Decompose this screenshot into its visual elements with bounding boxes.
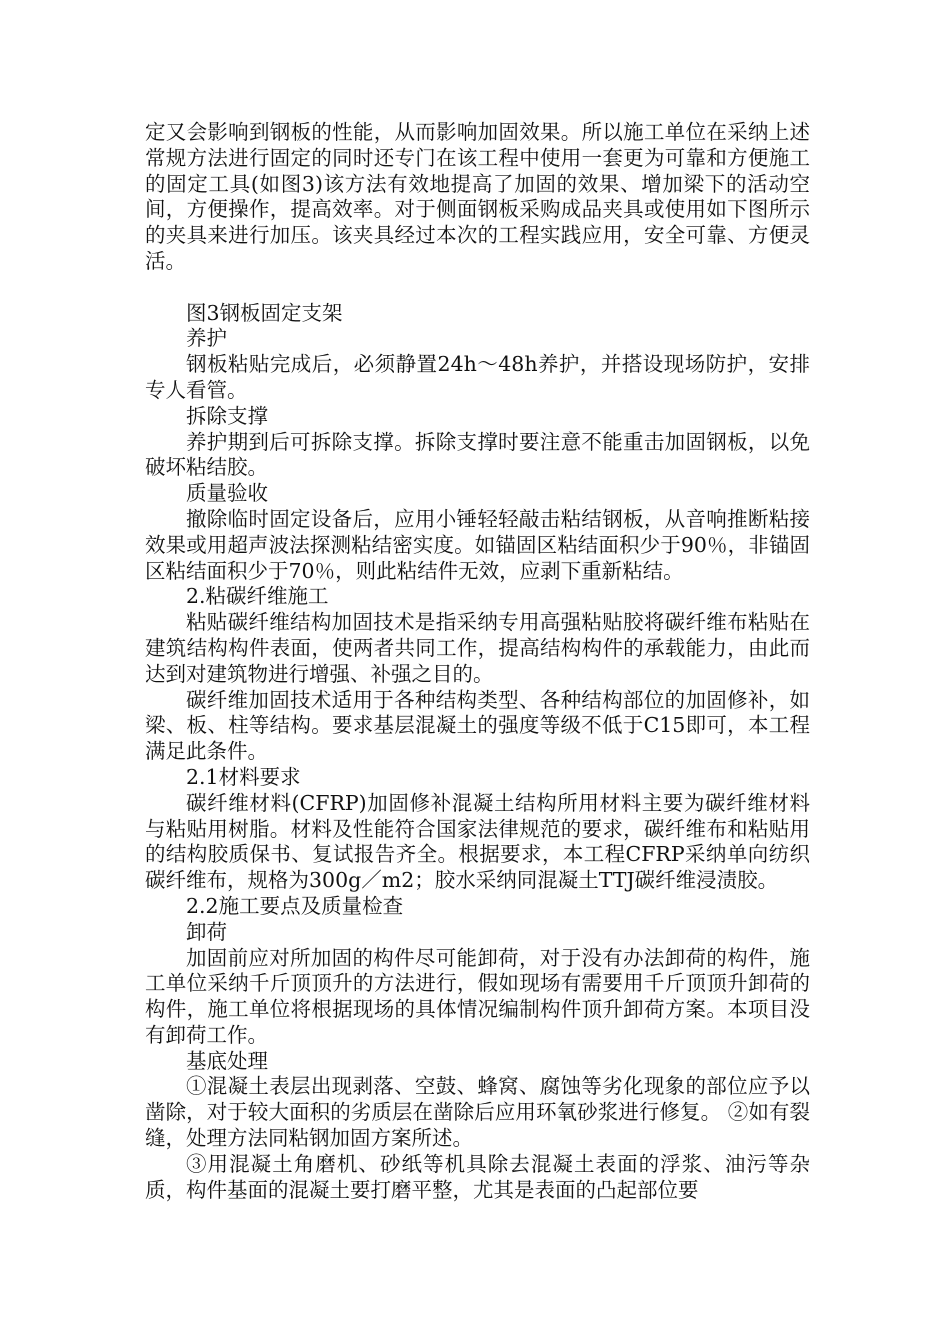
paragraph-fixing-tools: 定又会影响到钢板的性能，从而影响加固效果。所以施工单位在采纳上述常规方法进行固定的同时还专门在该工程中使用一套更为可靠和方便施工的固定工具(如图3)该方法有效地提高了加固的效果、增加梁下的活动空间，方便操作，提高效率。对于侧面钢板采购成品夹具或使用如下图所示的夹具来进行加压。该夹具经过本次的工程实践应用，安全可靠、方便灵活。 — [145, 120, 810, 273]
heading-remove-support: 拆除支撑 — [186, 403, 268, 428]
heading-material-requirements: 2.1材料要求 — [186, 764, 301, 789]
paragraph-quality-acceptance: 撤除临时固定设备后，应用小锤轻轻敲击粘结钢板，从音响推断粘接效果或用超声波法探测粘结密实度。如锚固区粘结面积少于90％，非锚固区粘结面积少于70％，则此粘结件无效，应剥下重新粘结。 — [145, 506, 810, 583]
paragraph-carbon-fiber-intro: 粘贴碳纤维结构加固技术是指采纳专用高强粘贴胶将碳纤维布粘贴在建筑结构构件表面，使两者共同工作，提高结构构件的承载能力，由此而达到对建筑物进行增强、补强之目的。 — [145, 610, 810, 686]
figure-caption: 图3钢板固定支架 — [186, 300, 343, 325]
heading-quality-acceptance: 质量验收 — [186, 481, 268, 506]
paragraph-curing: 钢板粘贴完成后，必须静置24h～48h养护，并搭设现场防护，安排专人看管。 — [145, 352, 810, 402]
document-page — [145, 120, 810, 1203]
paragraph-base-treatment-3: ③用混凝土角磨机、砂纸等机具除去混凝土表面的浮浆、油污等杂质，构件基面的混凝土要打磨平整，尤其是表面的凸起部位要 — [145, 1151, 810, 1202]
paragraph-remove-support: 养护期到后可拆除支撑。拆除支撑时要注意不能重击加固钢板，以免破坏粘结胶。 — [145, 429, 810, 480]
paragraph-carbon-fiber-scope: 碳纤维加固技术适用于各种结构类型、各种结构部位的加固修补，如梁、板、柱等结构。要求基层混凝土的强度等级不低于C15即可，本工程满足此条件。 — [145, 687, 810, 764]
blank-line — [145, 275, 810, 301]
heading-construction-points: 2.2施工要点及质量检查 — [186, 893, 404, 918]
heading-unloading: 卸荷 — [186, 919, 227, 944]
heading-curing: 养护 — [186, 326, 227, 351]
paragraph-base-treatment-1: ①混凝土表层出现剥落、空鼓、蜂窝、腐蚀等劣化现象的部位应予以凿除，对于较大面积的劣质层在凿除后应用环氧砂浆进行修复。 ②如有裂缝，处理方法同粘钢加固方案所述。 — [145, 1074, 810, 1151]
heading-carbon-fiber: 2.粘碳纤维施工 — [186, 584, 329, 609]
paragraph-unloading: 加固前应对所加固的构件尽可能卸荷，对于没有办法卸荷的构件，施工单位采纳千斤顶顶升的方法进行，假如现场有需要用千斤顶顶升卸荷的构件，施工单位将根据现场的具体情况编制构件顶升卸荷方案。本项目没有卸荷工作。 — [145, 945, 810, 1047]
paragraph-material-requirements: 碳纤维材料(CFRP)加固修补混凝土结构所用材料主要为碳纤维材料与粘贴用树脂。材料及性能符合国家法律规范的要求，碳纤维布和粘贴用的结构胶质保书、复试报告齐全。根据要求，本工程CFRP采纳单向纺织碳纤维布，规格为300g／m2；胶水采纳同混凝土TTJ碳纤维浸渍胶。 — [145, 790, 810, 893]
heading-base-treatment: 基底处理 — [186, 1048, 268, 1073]
